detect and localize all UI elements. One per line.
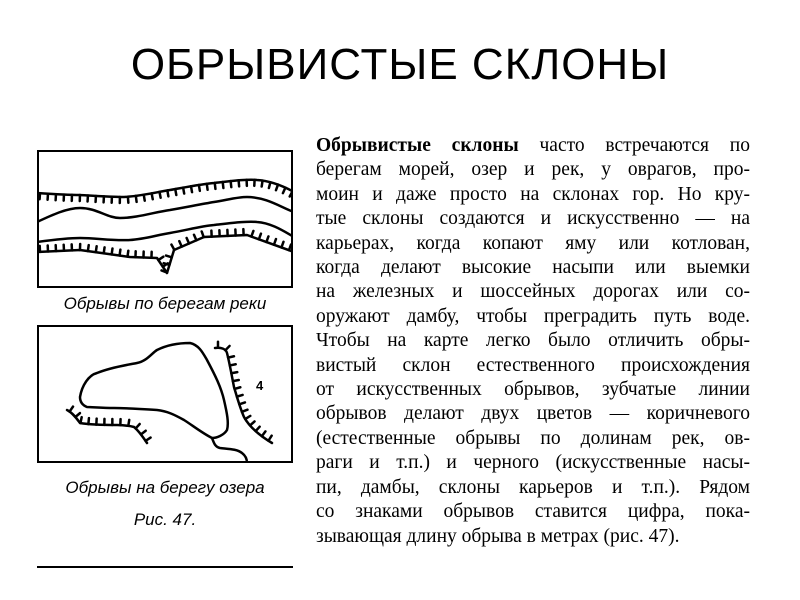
cliff-hatch-tick bbox=[127, 251, 128, 257]
text-line: когда делают высокие насыпи или выемки bbox=[316, 257, 750, 279]
cliff-hatch-tick bbox=[225, 346, 229, 350]
cliff-hatch-tick bbox=[88, 418, 89, 424]
cliff-hatch-tick bbox=[242, 410, 248, 412]
figure-label: Рис. 47. bbox=[133, 510, 197, 529]
cliff-hatch-tick bbox=[191, 186, 192, 192]
cliff-hatch-tick bbox=[75, 413, 80, 417]
cliff-hatch-tick bbox=[144, 195, 145, 201]
cliff-hatch-tick bbox=[179, 241, 181, 247]
cliff-hatch-tick bbox=[235, 387, 241, 389]
text-line: вистый склон естественного происхождения bbox=[316, 354, 750, 376]
text-line: обрывов делают двух цветов — коричневого bbox=[316, 403, 750, 425]
text-line: на железных и шоссейных дорогах или со- bbox=[316, 281, 750, 303]
text-fragment: часто встречаются по bbox=[518, 135, 750, 156]
cliff-hatch-tick bbox=[202, 231, 204, 237]
cliff-hatch-tick bbox=[250, 421, 255, 425]
river-bank-line bbox=[37, 197, 293, 222]
cliff-hatch-tick bbox=[167, 190, 168, 196]
cliff-hatch-tick bbox=[187, 238, 189, 244]
cliff-hatch-tick bbox=[112, 248, 113, 254]
slide-title: ОБРЫВИСТЫЕ СКЛОНЫ bbox=[130, 40, 670, 89]
cliff-hatch-tick bbox=[80, 417, 81, 423]
text-line: тые склоны создаются и искусственно — на bbox=[316, 208, 750, 230]
river-cliff-line-bottom bbox=[37, 235, 293, 273]
cliff-hatch-tick bbox=[128, 420, 129, 426]
text-line: со знаками обрывов ставится цифра, пока- bbox=[316, 501, 750, 523]
cliff-hatch-tick bbox=[259, 234, 261, 240]
cliff-hatch-tick bbox=[96, 246, 97, 252]
cliff-hatch-tick bbox=[88, 245, 89, 251]
river-cliffs-drawing bbox=[37, 150, 293, 288]
cliff-hatch-tick bbox=[276, 185, 278, 191]
lead-term: Обрывистые склоны bbox=[316, 135, 519, 156]
lake-cliffs-figure bbox=[37, 325, 293, 463]
cliff-hatch-tick bbox=[136, 424, 140, 428]
cliff-hatch-tick bbox=[152, 193, 153, 199]
cliff-hatch-tick bbox=[251, 231, 253, 237]
cliff-hatch-tick bbox=[175, 189, 176, 195]
cliff-hatch-tick bbox=[159, 192, 160, 198]
cliff-hatch-tick bbox=[290, 191, 293, 196]
text-line: карьерах, когда копают яму или котлован, bbox=[316, 232, 750, 254]
text-line bbox=[316, 134, 750, 158]
cliff-hatch-tick bbox=[262, 431, 266, 436]
cliff-hatch-tick bbox=[231, 181, 232, 187]
cliff-length-label: 4 bbox=[256, 378, 264, 393]
cliff-hatch-tick bbox=[245, 416, 250, 419]
cliff-hatch-tick bbox=[171, 245, 174, 250]
body-text bbox=[316, 134, 750, 549]
cliff-hatch-tick bbox=[262, 181, 263, 187]
cliff-hatch-tick bbox=[230, 364, 236, 365]
text-line: берегам морей, озер и рек, у оврагов, про- bbox=[316, 159, 750, 181]
cliff-hatch-tick bbox=[274, 239, 276, 245]
text-line: оружают дамбу, чтобы преградить путь воде. bbox=[316, 305, 750, 327]
text-line: от искусственных обрывов, зубчатые линии bbox=[316, 379, 750, 401]
cliff-hatch-tick bbox=[237, 395, 243, 397]
cliff-hatch-tick bbox=[104, 247, 105, 253]
cliff-hatch-tick bbox=[283, 188, 285, 193]
text-line: зывающая длину обрыва в метрах (рис. 47). bbox=[316, 525, 680, 547]
cliff-hatch-tick bbox=[266, 236, 268, 242]
cliff-hatch-tick bbox=[269, 182, 271, 188]
text-line: раги и т.п.) и черного (искусственные насы- bbox=[316, 452, 750, 474]
river-cliffs-figure bbox=[37, 150, 293, 288]
cliff-hatch-tick bbox=[223, 182, 224, 188]
cliff-hatch-tick bbox=[239, 402, 245, 404]
cliff-hatch-tick bbox=[199, 185, 200, 191]
caption-lake: Обрывы на берегу озера bbox=[65, 478, 265, 497]
cliff-hatch-tick bbox=[183, 188, 184, 194]
cliff-hatch-tick bbox=[281, 242, 283, 248]
cliff-hatch-tick bbox=[164, 263, 170, 265]
cliff-hatch-tick bbox=[166, 256, 172, 258]
cliff-hatch-tick bbox=[233, 380, 239, 381]
cliff-hatch-tick bbox=[120, 250, 121, 256]
lake-outlet-stream bbox=[212, 438, 247, 463]
lake-cliffs-drawing bbox=[37, 325, 293, 463]
cliff-hatch-tick bbox=[268, 436, 271, 441]
cliff-hatch-tick bbox=[136, 196, 137, 202]
cliff-hatch-tick bbox=[289, 245, 291, 251]
cliff-hatch-tick bbox=[228, 356, 234, 357]
cliff-hatch-tick bbox=[215, 183, 216, 189]
text-line: пи, дамбы, склоны карьеров и т.п.). Рядом bbox=[316, 476, 750, 498]
cliff-hatch-tick bbox=[70, 407, 73, 412]
cliff-hatch-tick bbox=[207, 184, 208, 190]
cliff-hatch-tick bbox=[194, 235, 196, 241]
text-line: моин и даже просто на склонах гор. Но кру- bbox=[316, 183, 750, 205]
caption-river: Обрывы по берегам реки bbox=[63, 294, 267, 313]
text-line: (естественные обрывы по долинам рек, ов- bbox=[316, 427, 750, 449]
cliff-hatch-tick bbox=[256, 427, 260, 431]
cliff-hatch-tick bbox=[231, 372, 237, 373]
cliff-hatch-tick bbox=[239, 180, 240, 186]
cliff-hatch-tick bbox=[146, 438, 151, 441]
cliff-hatch-tick bbox=[158, 257, 163, 260]
footnote-rule bbox=[37, 566, 293, 568]
cliff-hatch-tick bbox=[141, 431, 146, 435]
text-line: Чтобы на карте легко было отличить обры- bbox=[316, 330, 750, 352]
